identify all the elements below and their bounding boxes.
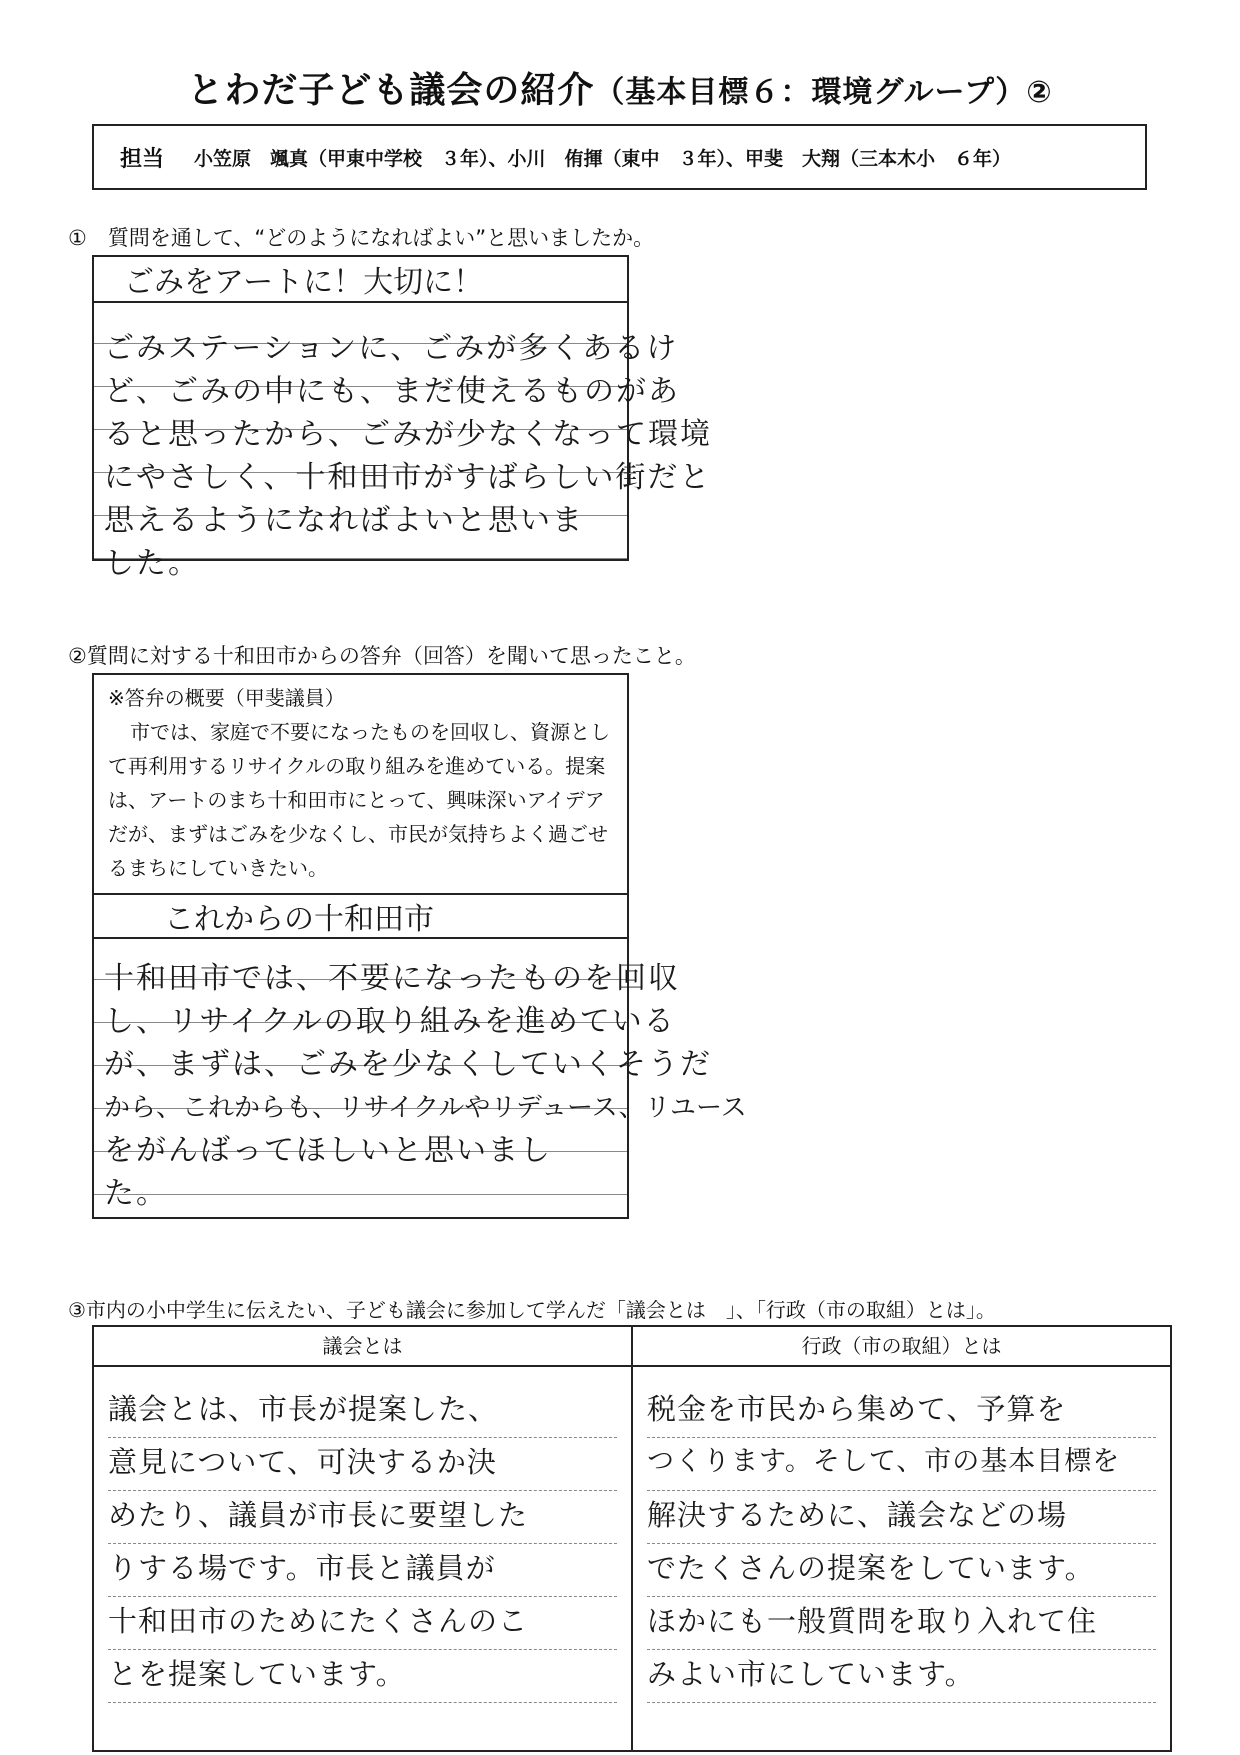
council-body <box>94 1367 631 1750</box>
answer-2-headline: これからの十和田市 <box>94 895 627 939</box>
answer-2-line: 十和田市では、不要になったものを回収 <box>104 961 680 996</box>
owner-members: 小笠原 颯真（甲東中学校 ３年）、小川 侑揮（東中 ３年）、甲斐 大翔（三本木小 ６年） <box>194 147 1012 170</box>
answer-2-line: し、リサイクルの取り組みを進めている <box>104 1004 676 1039</box>
answer-1-line: した。 <box>104 546 200 581</box>
owner-label: 担当 <box>120 146 165 172</box>
answer-1-line: にやさしく、十和田市がすばらしい街だと <box>104 460 712 495</box>
title-subtitle: （基本目標６：環境グループ）② <box>594 75 1053 110</box>
council-column <box>94 1327 631 1750</box>
administration-line: ほかにも一般質問を取り入れて住 <box>647 1597 1156 1650</box>
administration-line: 解決するために、議会などの場 <box>647 1491 1156 1544</box>
administration-line: みよい市にしています。 <box>647 1650 1156 1703</box>
page-title <box>0 62 1240 113</box>
council-header: 議会とは <box>94 1327 631 1367</box>
administration-column <box>631 1327 1170 1750</box>
council-line: とを提案しています。 <box>108 1650 617 1703</box>
administration-line: でたくさんの提案をしています。 <box>647 1544 1156 1597</box>
answer-summary <box>94 675 627 895</box>
answer-1-line: ど、ごみの中にも、まだ使えるものがあ <box>104 374 680 409</box>
council-line: めたり、議員が市長に要望した <box>108 1491 617 1544</box>
answer-2-body <box>94 939 747 1217</box>
title-main: とわだ子ども議会の紹介 <box>187 70 595 111</box>
answer-1-line: ると思ったから、ごみが少なくなって環境 <box>104 417 712 452</box>
administration-line: つくります。そして、市の基本目標を <box>647 1438 1156 1491</box>
answer-box-2 <box>92 673 747 1219</box>
owner-box <box>92 124 1147 190</box>
answer-box-1 <box>92 255 712 581</box>
answer-summary-text: 市では、家庭で不要になったものを回収し、資源として再利用するリサイクルの取り組みを進めている。提案は、アートのまち十和田市にとって、興味深いアイデアだが、まずはごみを少なくし、市民が気持ちよく過ごせるまちにしていきたい。 <box>108 720 610 880</box>
answer-2-line: をがんばってほしいと思いまし <box>104 1133 552 1168</box>
answer-2-line: から、これからも、リサイクルやリデュース、リユース <box>104 1093 747 1123</box>
question-2: ②質問に対する十和田市からの答弁（回答）を聞いて思ったこと。 <box>68 644 696 668</box>
council-line: 意見について、可決するか決 <box>108 1438 617 1491</box>
council-line: りする場です。市長と議員が <box>108 1544 617 1597</box>
answer-1-line: 思えるようになればよいと思いま <box>104 503 584 538</box>
question-3: ③市内の小中学生に伝えたい、子ども議会に参加して学んだ「議会とは 」、「行政（市の取組）とは」。 <box>68 1298 996 1322</box>
council-line: 議会とは、市長が提案した、 <box>108 1385 617 1438</box>
administration-body <box>633 1367 1170 1750</box>
administration-header: 行政（市の取組）とは <box>633 1327 1170 1367</box>
answer-1-headline: ごみをアートに！大切に！ <box>94 257 627 303</box>
council-line: 十和田市のためにたくさんのこ <box>108 1597 617 1650</box>
administration-line: 税金を市民から集めて、予算を <box>647 1385 1156 1438</box>
answer-1-body <box>94 303 712 587</box>
answer-summary-title: ※答弁の概要（甲斐議員） <box>108 686 345 710</box>
section-3-table <box>92 1325 1172 1752</box>
question-1: ① 質問を通して、“どのようになればよい”と思いましたか。 <box>68 226 655 250</box>
answer-1-line: ごみステーションに、ごみが多くあるけ <box>104 331 679 366</box>
answer-2-line: た。 <box>104 1176 168 1211</box>
answer-2-line: が、まずは、ごみを少なくしていくそうだ <box>104 1047 712 1082</box>
